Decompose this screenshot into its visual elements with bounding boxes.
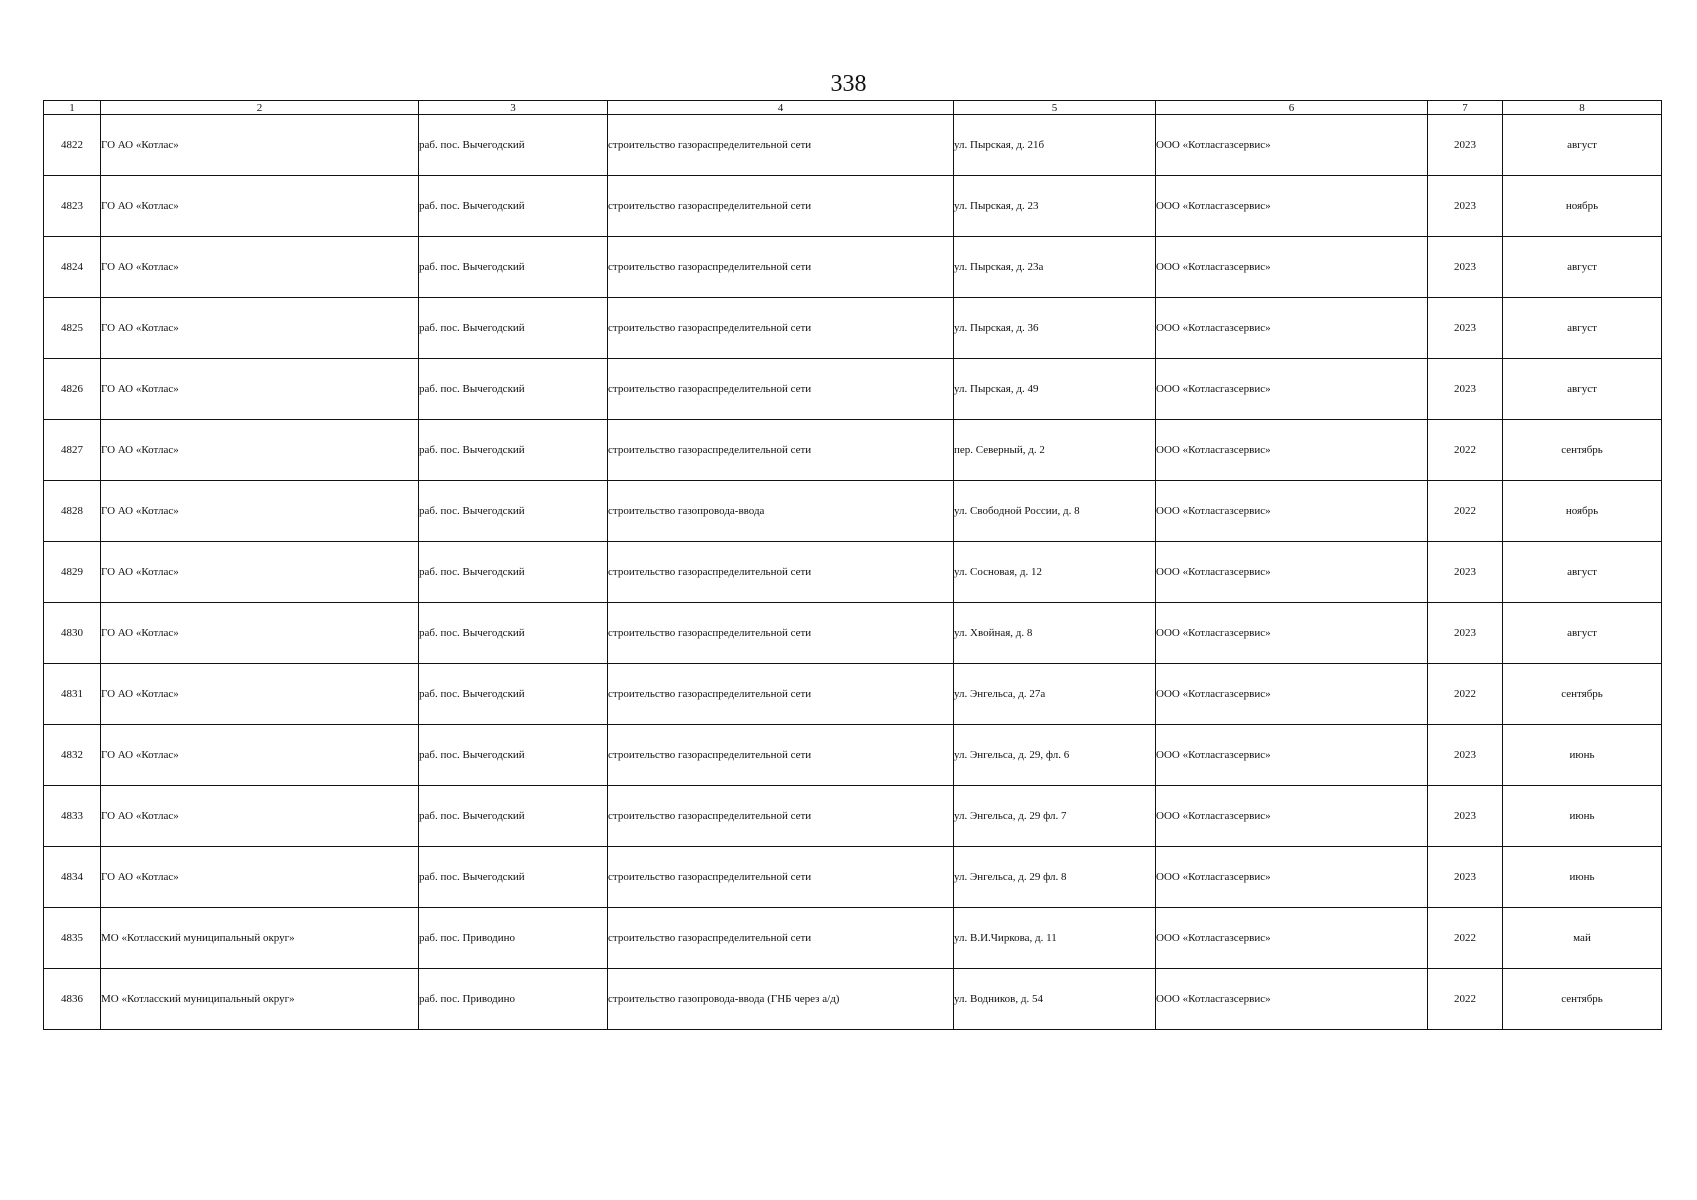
month-cell: июнь — [1503, 725, 1662, 786]
column-header: 3 — [419, 101, 608, 115]
municipality-cell: ГО АО «Котлас» — [101, 176, 419, 237]
settlement-cell: раб. пос. Приводино — [419, 969, 608, 1030]
row-number-cell: 4829 — [44, 542, 101, 603]
settlement-cell: раб. пос. Приводино — [419, 908, 608, 969]
row-number-cell: 4832 — [44, 725, 101, 786]
year-cell: 2023 — [1428, 542, 1503, 603]
table-row — [44, 664, 1662, 725]
settlement-cell: раб. пос. Вычегодский — [419, 725, 608, 786]
work-type-cell: строительство газораспределительной сети — [608, 786, 954, 847]
work-type-cell: строительство газораспределительной сети — [608, 542, 954, 603]
year-cell: 2023 — [1428, 176, 1503, 237]
year-cell: 2023 — [1428, 115, 1503, 176]
organization-cell: ООО «Котласгазсервис» — [1156, 115, 1428, 176]
column-number-row — [44, 101, 1662, 115]
settlement-cell: раб. пос. Вычегодский — [419, 603, 608, 664]
work-type-cell: строительство газораспределительной сети — [608, 176, 954, 237]
table-row — [44, 847, 1662, 908]
address-cell: ул. Пырская, д. 23а — [954, 237, 1156, 298]
organization-cell: ООО «Котласгазсервис» — [1156, 969, 1428, 1030]
table-row — [44, 359, 1662, 420]
work-type-cell: строительство газопровода-ввода — [608, 481, 954, 542]
table-row — [44, 542, 1662, 603]
settlement-cell: раб. пос. Вычегодский — [419, 786, 608, 847]
year-cell: 2023 — [1428, 359, 1503, 420]
address-cell: ул. Пырская, д. 23 — [954, 176, 1156, 237]
month-cell: ноябрь — [1503, 176, 1662, 237]
table-row — [44, 908, 1662, 969]
table-row — [44, 237, 1662, 298]
column-header: 7 — [1428, 101, 1503, 115]
municipality-cell: ГО АО «Котлас» — [101, 420, 419, 481]
work-type-cell: строительство газораспределительной сети — [608, 847, 954, 908]
municipality-cell: ГО АО «Котлас» — [101, 359, 419, 420]
settlement-cell: раб. пос. Вычегодский — [419, 847, 608, 908]
year-cell: 2022 — [1428, 908, 1503, 969]
address-cell: ул. Энгельса, д. 29, фл. 6 — [954, 725, 1156, 786]
month-cell: август — [1503, 359, 1662, 420]
year-cell: 2023 — [1428, 786, 1503, 847]
row-number-cell: 4824 — [44, 237, 101, 298]
row-number-cell: 4825 — [44, 298, 101, 359]
address-cell: ул. Энгельса, д. 29 фл. 8 — [954, 847, 1156, 908]
year-cell: 2023 — [1428, 237, 1503, 298]
month-cell: июнь — [1503, 847, 1662, 908]
row-number-cell: 4835 — [44, 908, 101, 969]
municipality-cell: МО «Котласский муниципальный округ» — [101, 969, 419, 1030]
municipality-cell: ГО АО «Котлас» — [101, 664, 419, 725]
address-cell: ул. Пырская, д. 36 — [954, 298, 1156, 359]
organization-cell: ООО «Котласгазсервис» — [1156, 908, 1428, 969]
work-type-cell: строительство газораспределительной сети — [608, 725, 954, 786]
month-cell: август — [1503, 603, 1662, 664]
organization-cell: ООО «Котласгазсервис» — [1156, 420, 1428, 481]
year-cell: 2022 — [1428, 420, 1503, 481]
address-cell: ул. Пырская, д. 49 — [954, 359, 1156, 420]
month-cell: август — [1503, 298, 1662, 359]
organization-cell: ООО «Котласгазсервис» — [1156, 786, 1428, 847]
table-row — [44, 481, 1662, 542]
month-cell: сентябрь — [1503, 664, 1662, 725]
column-header: 5 — [954, 101, 1156, 115]
row-number-cell: 4831 — [44, 664, 101, 725]
month-cell: май — [1503, 908, 1662, 969]
address-cell: ул. Хвойная, д. 8 — [954, 603, 1156, 664]
month-cell: август — [1503, 115, 1662, 176]
address-cell: ул. Пырская, д. 21б — [954, 115, 1156, 176]
year-cell: 2022 — [1428, 664, 1503, 725]
address-cell: ул. Сосновая, д. 12 — [954, 542, 1156, 603]
row-number-cell: 4833 — [44, 786, 101, 847]
settlement-cell: раб. пос. Вычегодский — [419, 481, 608, 542]
month-cell: сентябрь — [1503, 420, 1662, 481]
table-row — [44, 969, 1662, 1030]
work-type-cell: строительство газораспределительной сети — [608, 664, 954, 725]
work-type-cell: строительство газораспределительной сети — [608, 115, 954, 176]
organization-cell: ООО «Котласгазсервис» — [1156, 176, 1428, 237]
municipality-cell: ГО АО «Котлас» — [101, 298, 419, 359]
row-number-cell: 4834 — [44, 847, 101, 908]
address-cell: ул. В.И.Чиркова, д. 11 — [954, 908, 1156, 969]
settlement-cell: раб. пос. Вычегодский — [419, 298, 608, 359]
column-header: 6 — [1156, 101, 1428, 115]
month-cell: август — [1503, 542, 1662, 603]
settlement-cell: раб. пос. Вычегодский — [419, 542, 608, 603]
settlement-cell: раб. пос. Вычегодский — [419, 176, 608, 237]
row-number-cell: 4836 — [44, 969, 101, 1030]
work-type-cell: строительство газораспределительной сети — [608, 603, 954, 664]
address-cell: ул. Водников, д. 54 — [954, 969, 1156, 1030]
table-row — [44, 176, 1662, 237]
work-type-cell: строительство газораспределительной сети — [608, 359, 954, 420]
table-row — [44, 298, 1662, 359]
address-cell: ул. Энгельса, д. 27а — [954, 664, 1156, 725]
organization-cell: ООО «Котласгазсервис» — [1156, 481, 1428, 542]
column-header: 4 — [608, 101, 954, 115]
organization-cell: ООО «Котласгазсервис» — [1156, 237, 1428, 298]
organization-cell: ООО «Котласгазсервис» — [1156, 725, 1428, 786]
year-cell: 2023 — [1428, 298, 1503, 359]
column-header: 2 — [101, 101, 419, 115]
year-cell: 2022 — [1428, 481, 1503, 542]
municipality-cell: ГО АО «Котлас» — [101, 847, 419, 908]
municipality-cell: ГО АО «Котлас» — [101, 481, 419, 542]
work-type-cell: строительство газораспределительной сети — [608, 237, 954, 298]
table-body — [44, 115, 1662, 1030]
table-row — [44, 725, 1662, 786]
settlement-cell: раб. пос. Вычегодский — [419, 237, 608, 298]
row-number-cell: 4826 — [44, 359, 101, 420]
page-number: 338 — [830, 71, 867, 97]
table-row — [44, 603, 1662, 664]
month-cell: июнь — [1503, 786, 1662, 847]
organization-cell: ООО «Котласгазсервис» — [1156, 542, 1428, 603]
municipality-cell: ГО АО «Котлас» — [101, 115, 419, 176]
work-type-cell: строительство газораспределительной сети — [608, 420, 954, 481]
organization-cell: ООО «Котласгазсервис» — [1156, 359, 1428, 420]
month-cell: сентябрь — [1503, 969, 1662, 1030]
column-header: 8 — [1503, 101, 1662, 115]
organization-cell: ООО «Котласгазсервис» — [1156, 664, 1428, 725]
month-cell: август — [1503, 237, 1662, 298]
row-number-cell: 4828 — [44, 481, 101, 542]
gasification-table — [43, 100, 1662, 1030]
work-type-cell: строительство газораспределительной сети — [608, 298, 954, 359]
year-cell: 2023 — [1428, 603, 1503, 664]
settlement-cell: раб. пос. Вычегодский — [419, 420, 608, 481]
column-header: 1 — [44, 101, 101, 115]
municipality-cell: ГО АО «Котлас» — [101, 786, 419, 847]
year-cell: 2022 — [1428, 969, 1503, 1030]
row-number-cell: 4827 — [44, 420, 101, 481]
organization-cell: ООО «Котласгазсервис» — [1156, 603, 1428, 664]
row-number-cell: 4823 — [44, 176, 101, 237]
settlement-cell: раб. пос. Вычегодский — [419, 115, 608, 176]
municipality-cell: МО «Котласский муниципальный округ» — [101, 908, 419, 969]
organization-cell: ООО «Котласгазсервис» — [1156, 298, 1428, 359]
work-type-cell: строительство газораспределительной сети — [608, 908, 954, 969]
settlement-cell: раб. пос. Вычегодский — [419, 664, 608, 725]
table-row — [44, 786, 1662, 847]
municipality-cell: ГО АО «Котлас» — [101, 542, 419, 603]
address-cell: ул. Энгельса, д. 29 фл. 7 — [954, 786, 1156, 847]
municipality-cell: ГО АО «Котлас» — [101, 725, 419, 786]
settlement-cell: раб. пос. Вычегодский — [419, 359, 608, 420]
municipality-cell: ГО АО «Котлас» — [101, 237, 419, 298]
work-type-cell: строительство газопровода-ввода (ГНБ через а/д) — [608, 969, 954, 1030]
year-cell: 2023 — [1428, 725, 1503, 786]
table-row — [44, 115, 1662, 176]
address-cell: пер. Северный, д. 2 — [954, 420, 1156, 481]
municipality-cell: ГО АО «Котлас» — [101, 603, 419, 664]
row-number-cell: 4822 — [44, 115, 101, 176]
month-cell: ноябрь — [1503, 481, 1662, 542]
year-cell: 2023 — [1428, 847, 1503, 908]
organization-cell: ООО «Котласгазсервис» — [1156, 847, 1428, 908]
address-cell: ул. Свободной России, д. 8 — [954, 481, 1156, 542]
table-row — [44, 420, 1662, 481]
row-number-cell: 4830 — [44, 603, 101, 664]
